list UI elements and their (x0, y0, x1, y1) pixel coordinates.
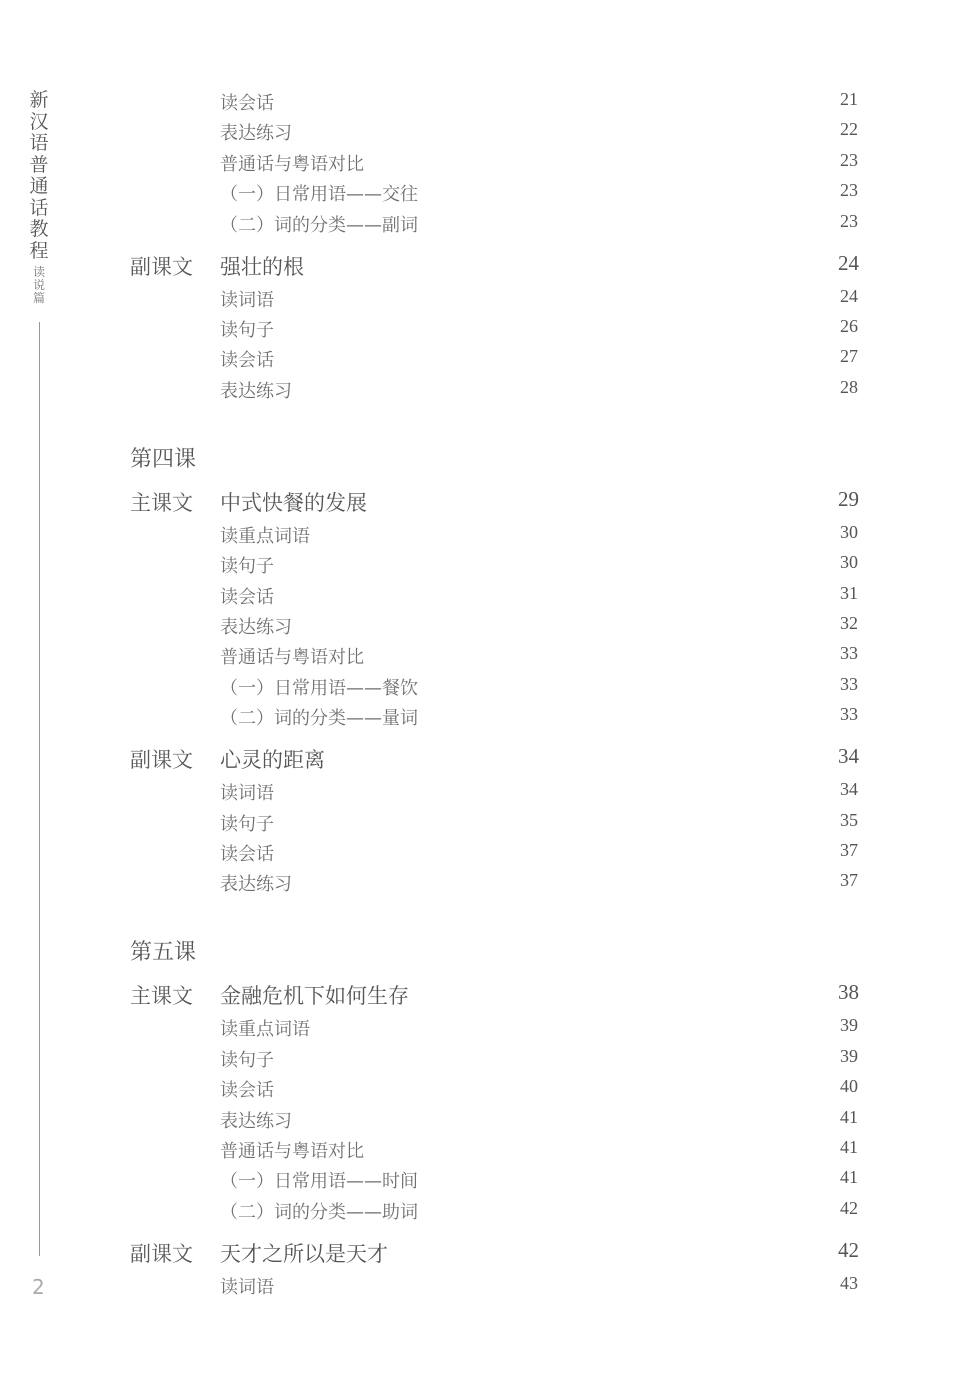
section-label: 主课文 (130, 490, 193, 515)
toc-entry (0, 286, 960, 316)
toc-entry (0, 870, 960, 900)
toc-entry (0, 613, 960, 643)
entry-title: 强壮的根 (220, 254, 304, 279)
toc-entry (0, 840, 960, 870)
entry-title: 普通话与粤语对比 (220, 1141, 364, 1162)
toc-entry (0, 150, 960, 180)
entry-title: 普通话与粤语对比 (220, 647, 364, 669)
entry-title: 读句子 (220, 813, 274, 835)
toc-entry (0, 1015, 960, 1045)
entry-title: 读词语 (220, 1276, 274, 1298)
toc-section (0, 980, 960, 1010)
entry-title: 读会话 (220, 586, 274, 608)
toc-entry (0, 583, 960, 613)
section-label: 副课文 (130, 748, 193, 773)
page-ref: 32 (840, 613, 858, 633)
book-title: 新汉语普通话教程 (29, 89, 49, 262)
toc-entry (0, 316, 960, 346)
page-ref: 39 (840, 1015, 858, 1036)
entry-title: 第五课 (130, 940, 197, 966)
entry-title: （一）日常用语——交往 (220, 184, 418, 206)
page-ref: 34 (838, 744, 859, 769)
toc-entry (0, 180, 960, 210)
entry-title: 读词语 (220, 783, 274, 805)
entry-title: 读重点词语 (220, 1019, 310, 1041)
toc-entry (0, 704, 960, 734)
page-ref: 31 (840, 582, 858, 603)
toc-entry (0, 1076, 960, 1106)
entry-title: 心灵的距离 (220, 748, 325, 773)
page-ref: 37 (840, 840, 858, 860)
page-ref: 22 (840, 119, 858, 140)
entry-title: 读会话 (220, 350, 274, 372)
page-ref: 27 (840, 346, 858, 367)
page-number: 2 (32, 1275, 45, 1299)
page-ref: 42 (840, 1197, 858, 1218)
entry-title: 普通话与粤语对比 (220, 153, 364, 175)
toc-section (0, 487, 960, 517)
entry-title: 表达练习 (220, 617, 292, 638)
entry-title: （二）词的分类——副词 (220, 214, 418, 236)
page-ref: 39 (840, 1045, 858, 1066)
toc-entry (0, 779, 960, 809)
lesson-heading (0, 935, 960, 965)
page-ref: 40 (840, 1076, 858, 1097)
section-label: 副课文 (130, 254, 193, 279)
toc-entry (0, 346, 960, 376)
toc-entry (0, 377, 960, 407)
toc-section (0, 1238, 960, 1268)
page-ref: 30 (840, 552, 858, 573)
toc-entry (0, 1167, 960, 1197)
entry-title: 读会话 (220, 844, 274, 865)
entry-title: （一）日常用语——时间 (220, 1171, 418, 1193)
entry-title: 读会话 (220, 93, 274, 114)
toc-section (0, 251, 960, 281)
toc-entry (0, 1107, 960, 1137)
page-ref: 33 (840, 643, 858, 664)
toc-entry (0, 1046, 960, 1076)
page-ref: 38 (838, 980, 859, 1005)
toc-entry (0, 89, 960, 119)
entry-title: 表达练习 (220, 380, 292, 402)
page-ref: 28 (840, 376, 858, 397)
page-ref: 21 (840, 89, 858, 109)
entry-title: 读句子 (220, 1049, 274, 1071)
page-ref: 23 (840, 180, 858, 201)
toc-entry (0, 522, 960, 552)
entry-title: 第四课 (130, 446, 197, 472)
page-ref: 35 (840, 809, 858, 830)
page-ref: 33 (840, 704, 858, 725)
toc-section (0, 744, 960, 774)
entry-title: 读词语 (220, 289, 274, 311)
toc-entry (0, 1137, 960, 1167)
toc-entry (0, 810, 960, 840)
toc-entry (0, 1273, 960, 1303)
entry-title: 金融危机下如何生存 (220, 984, 409, 1009)
page-ref: 26 (840, 316, 858, 336)
entry-title: 表达练习 (220, 874, 292, 896)
page-ref: 33 (840, 673, 858, 694)
section-label: 主课文 (130, 984, 193, 1009)
entry-title: 读句子 (220, 556, 274, 578)
page-ref: 41 (840, 1137, 858, 1157)
toc-entry (0, 674, 960, 704)
lesson-heading (0, 442, 960, 472)
entry-title: （二）词的分类——量词 (220, 708, 418, 730)
toc-entry (0, 552, 960, 582)
section-label: 副课文 (130, 1241, 193, 1266)
page-ref: 23 (840, 149, 858, 170)
entry-title: 读会话 (220, 1080, 274, 1102)
page-ref: 34 (840, 779, 858, 800)
toc-entry (0, 211, 960, 241)
page-ref: 29 (838, 486, 859, 511)
entry-title: 天才之所以是天才 (220, 1241, 388, 1266)
volume-title: 读说篇 (32, 265, 45, 305)
toc-entry (0, 643, 960, 673)
entry-title: 读重点词语 (220, 525, 310, 547)
entry-title: 读句子 (220, 320, 274, 341)
toc-entry (0, 1198, 960, 1228)
page-ref: 41 (840, 1167, 858, 1188)
page-ref: 42 (838, 1237, 859, 1262)
page-ref: 43 (840, 1272, 858, 1293)
entry-title: 中式快餐的发展 (220, 490, 367, 515)
page-ref: 24 (840, 285, 858, 306)
page-ref: 23 (840, 210, 858, 231)
page-ref: 24 (838, 250, 859, 275)
entry-title: 表达练习 (220, 123, 292, 145)
page-ref: 30 (840, 521, 858, 542)
page-ref: 41 (840, 1106, 858, 1127)
toc-entry (0, 119, 960, 149)
page-ref: 37 (840, 870, 858, 891)
entry-title: 表达练习 (220, 1110, 292, 1132)
entry-title: （二）词的分类——助词 (220, 1201, 418, 1223)
entry-title: （一）日常用语——餐饮 (220, 677, 418, 699)
